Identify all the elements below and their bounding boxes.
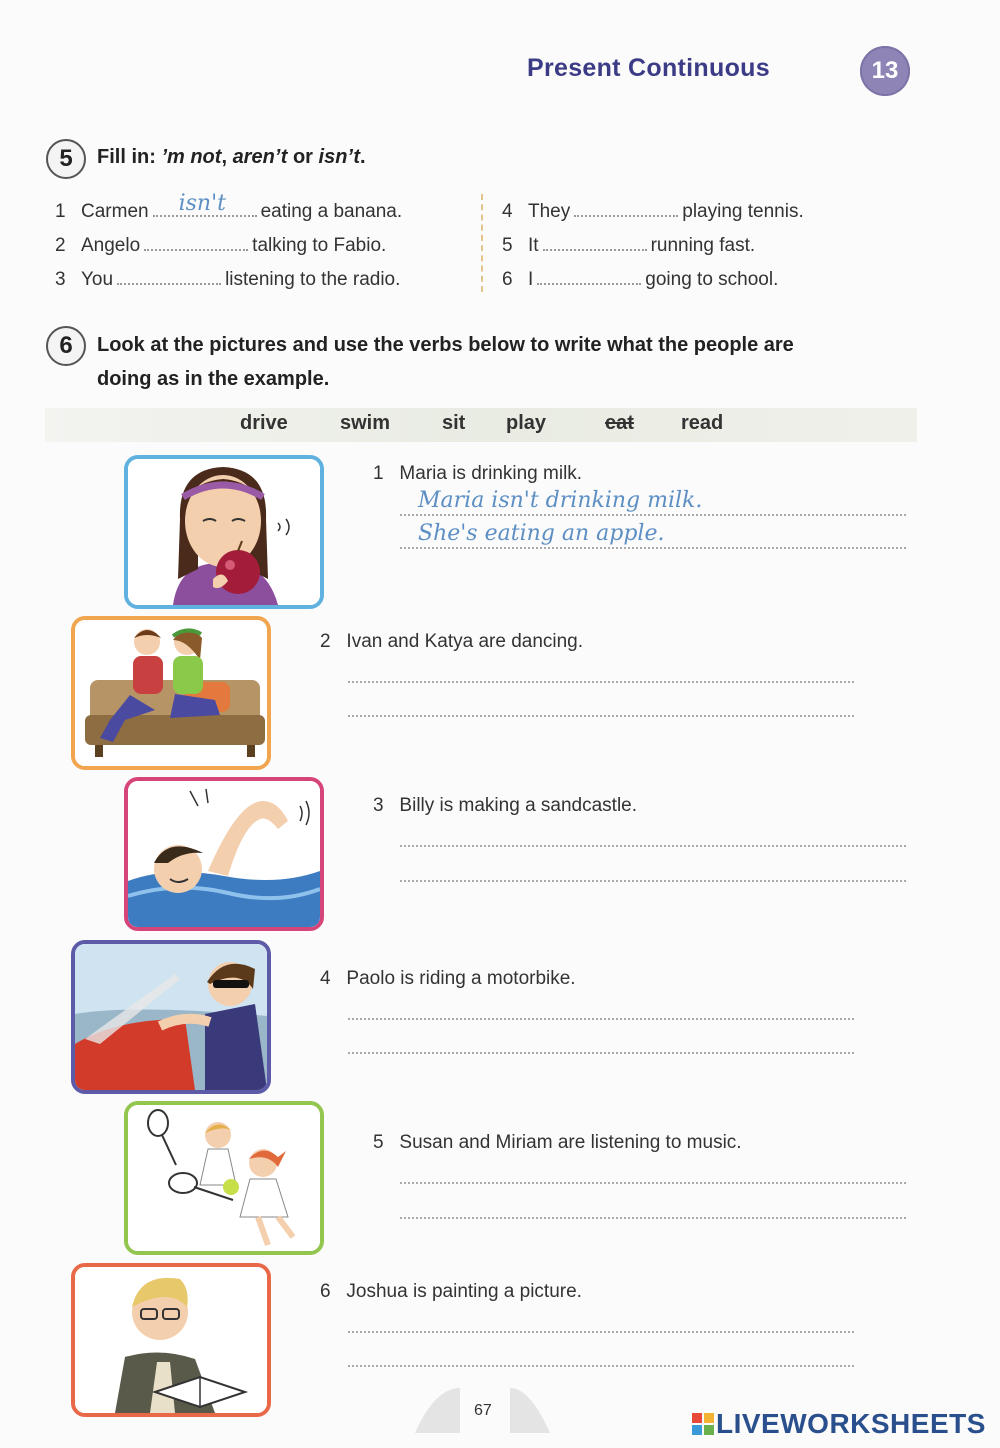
item-subject: Angelo [81, 235, 141, 256]
verb-box [45, 408, 917, 442]
ex6-sentence-2 [320, 631, 583, 653]
verb-play: play [506, 412, 547, 434]
sentence-text: Ivan and Katya are dancing. [346, 631, 584, 652]
item-subject: It [528, 235, 539, 256]
ex6-sentence-4 [320, 968, 576, 990]
ex6-answer-line-2a[interactable] [348, 680, 854, 683]
ex5-answer-field-4[interactable] [574, 197, 678, 217]
ex6-answer-line-6a[interactable] [348, 1330, 854, 1333]
item-rest: running fast. [650, 235, 756, 256]
picture-6-man-reading [71, 1263, 271, 1417]
ex5-answer-field-2[interactable] [144, 231, 248, 251]
item-number: 5 [502, 235, 513, 256]
reading-illustration [75, 1267, 267, 1413]
sentence-text: Billy is making a sandcastle. [399, 795, 638, 816]
ex5-answer-1: isn't [178, 191, 226, 216]
item-number: 1 [55, 201, 66, 222]
item-number: 6 [502, 269, 513, 290]
item-number: 6 [320, 1281, 331, 1302]
item-number: 2 [55, 235, 66, 256]
ex5-item-3 [55, 263, 400, 297]
picture-5-girls-playing-tennis [124, 1101, 324, 1255]
ex6-sentence-1 [373, 463, 582, 485]
ex5-item-1 [55, 191, 403, 229]
ex6-sentence-3 [373, 795, 637, 817]
item-number: 4 [502, 201, 513, 222]
swimming-illustration [128, 781, 320, 927]
option-isnt: isn’t [318, 146, 360, 168]
ex6-sentence-5 [373, 1132, 742, 1154]
liveworksheets-icon [692, 1413, 714, 1435]
item-number: 3 [373, 795, 384, 816]
ex6-answer-1b: She's eating an apple. [418, 521, 665, 546]
item-number: 1 [373, 463, 384, 484]
ex6-answer-line-1a[interactable] [400, 513, 906, 516]
verb-sit: sit [442, 412, 466, 434]
ex6-answer-line-3a[interactable] [400, 844, 906, 847]
item-subject: They [528, 201, 571, 222]
exercise-6-number: 6 [46, 326, 86, 366]
instruction-prefix: Fill in: [97, 146, 162, 168]
sentence-text: Paolo is riding a motorbike. [346, 968, 576, 989]
item-rest: going to school. [645, 269, 779, 290]
ex5-item-6 [502, 263, 778, 297]
option-arent: aren’t [232, 146, 288, 168]
item-subject: You [81, 269, 114, 290]
picture-1-girl-eating-apple [124, 455, 324, 609]
page-number: 67 [474, 1402, 492, 1419]
exercise-6-instruction-line2: doing as in the example. [97, 368, 330, 390]
item-rest: listening to the radio. [225, 269, 401, 290]
ex6-answer-line-3b[interactable] [400, 879, 906, 882]
item-number: 3 [55, 269, 66, 290]
brand-text: LIVEWORKSHEETS [716, 1408, 986, 1439]
verb-drive: drive [240, 412, 288, 434]
item-number: 2 [320, 631, 331, 652]
exercise-5-instruction [97, 140, 366, 174]
verb-read: read [681, 412, 724, 434]
item-rest: talking to Fabio. [252, 235, 387, 256]
ex5-item-4 [502, 195, 804, 229]
ex5-answer-field-1[interactable] [153, 191, 257, 217]
ex6-answer-line-4a[interactable] [348, 1017, 854, 1020]
item-subject: I [528, 269, 534, 290]
verb-swim: swim [340, 412, 391, 434]
ex5-answer-field-6[interactable] [537, 265, 641, 285]
picture-4-man-driving [71, 940, 271, 1094]
ex6-answer-line-5b[interactable] [400, 1216, 906, 1219]
option-m-not: ’m not [161, 146, 222, 168]
sofa-illustration [75, 620, 267, 766]
item-number: 5 [373, 1132, 384, 1153]
tennis-illustration [128, 1105, 320, 1251]
picture-2-couple-on-sofa [71, 616, 271, 770]
picture-3-boy-swimming [124, 777, 324, 931]
driving-illustration [75, 944, 267, 1090]
ex6-answer-line-6b[interactable] [348, 1364, 854, 1367]
ex6-answer-line-5a[interactable] [400, 1181, 906, 1184]
girl-apple-illustration [128, 459, 320, 605]
brand-logo[interactable] [692, 1408, 986, 1440]
item-rest: playing tennis. [682, 201, 804, 222]
ex5-item-5 [502, 229, 755, 263]
ex5-answer-field-5[interactable] [543, 231, 647, 251]
ex5-item-2 [55, 229, 386, 263]
instruction-separator: or [287, 146, 319, 168]
sentence-text: Maria is drinking milk. [399, 463, 583, 484]
ex6-answer-line-2b[interactable] [348, 714, 854, 717]
unit-number-badge: 13 [860, 46, 910, 96]
ex6-answer-line-1b[interactable] [400, 546, 906, 549]
ex6-answer-1a: Maria isn't drinking milk. [418, 488, 703, 513]
ex5-answer-field-3[interactable] [117, 265, 221, 285]
exercise-5-number: 5 [46, 139, 86, 179]
sentence-text: Susan and Miriam are listening to music. [399, 1132, 742, 1153]
column-divider [481, 194, 483, 292]
item-subject: Carmen [81, 201, 149, 222]
instruction-separator: , [221, 146, 233, 168]
page-title: Present Continuous [527, 54, 770, 82]
ex6-answer-line-4b[interactable] [348, 1051, 854, 1054]
instruction-end: . [360, 146, 366, 168]
sentence-text: Joshua is painting a picture. [346, 1281, 582, 1302]
verb-eat-used: eat [605, 412, 634, 434]
ex6-sentence-6 [320, 1281, 582, 1303]
exercise-6-instruction-line1: Look at the pictures and use the verbs below to write what the people are [97, 334, 794, 356]
item-number: 4 [320, 968, 331, 989]
item-rest: eating a banana. [260, 201, 403, 222]
